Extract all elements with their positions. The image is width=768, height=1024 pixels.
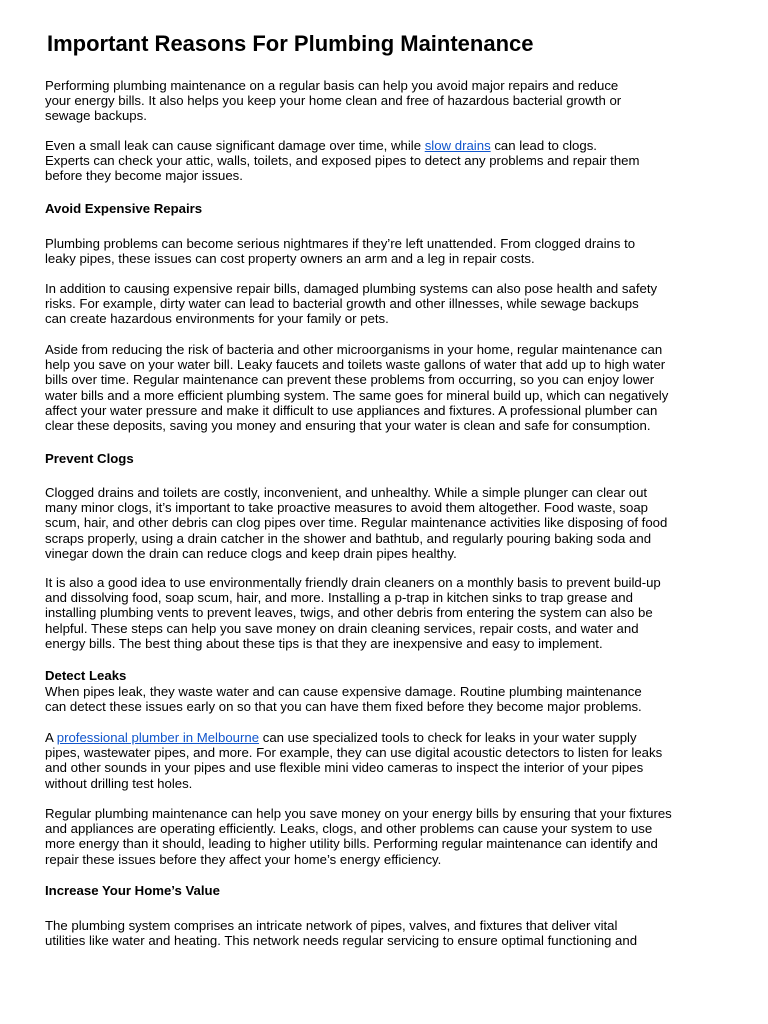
leaks-paragraph-3 [45,806,735,867]
text-line: help you save on your water bill. Leaky faucets and toilets waste gallons of water that add up to high water [45,357,666,373]
slow-drains-link[interactable]: slow drains [424,138,491,153]
text-line: repair these issues before they affect your home’s energy efficiency. [45,851,442,867]
expensive-paragraph-1 [45,236,735,266]
clogs-paragraph-2 [45,575,735,651]
text-line: before they become major issues. [45,168,243,184]
text-line: bills over time. Regular maintenance can prevent these problems from occurring, so you can enjoy lower [45,372,655,388]
text-line: and dissolving food, soap scum, hair, and more. Installing a p-trap in kitchen sinks to trap grease and [45,590,633,606]
text-line: can create hazardous environments for your family or pets. [45,311,389,327]
professional-plumber-link[interactable]: professional plumber in Melbourne [56,730,260,745]
text-line: leaky pipes, these issues can cost property owners an arm and a leg in repair costs. [45,251,535,267]
text-line: Plumbing problems can become serious nightmares if they’re left unattended. From clogged drains to [45,236,636,251]
text-line: can detect these issues early on so that you can have them fixed before they become major problems. [45,699,642,715]
text-line: Clogged drains and toilets are costly, inconvenient, and unhealthy. While a simple plunger can clear out [45,485,648,500]
text-line: scum, hair, and other debris can clog pipes over time. Regular maintenance activities like disposing of food [45,515,668,531]
text-line: more energy than it should, leading to higher utility bills. Performing regular maintenance can identify and [45,836,658,852]
text-line: It is also a good idea to use environmentally friendly drain cleaners on a monthly basis to prevent build-up [45,575,661,590]
text-line: pipes, wastewater pipes, and more. For example, they can use digital acoustic detectors to listen for leaks [45,745,663,761]
text-line: clear these deposits, saving you money and ensuring that your water is clean and safe for consumption. [45,418,651,434]
text-line: water bills and a more efficient plumbing system. The same goes for mineral build up, which can negatively [45,387,669,403]
text-line: affect your water pressure and make it difficult to use appliances and fixtures. A professional plumber can [45,402,658,418]
text-line: risks. For example, dirty water can lead to bacterial growth and other illnesses, while sewage backups [45,296,639,312]
text-line: Regular plumbing maintenance can help you save money on your energy bills by ensuring that your fixtures [45,806,672,821]
intro-paragraph-1 [45,78,735,124]
page-title: Important Reasons For Plumbing Maintenance [47,31,534,56]
heading-increase-home-value: Increase Your Home’s Value [45,883,220,898]
text-line: and other sounds in your pipes and use flexible mini video cameras to inspect the interior of your pipes [45,760,644,776]
text-run: A [45,730,57,745]
value-paragraph-1 [45,918,735,948]
text-run: can lead to clogs. [490,138,597,153]
intro-paragraph-2 [45,138,735,184]
text-line: your energy bills. It also helps you keep your home clean and free of hazardous bacterial growth or [45,93,622,109]
text-line: Aside from reducing the risk of bacteria and other microorganisms in your home, regular maintenance can [45,342,663,357]
heading-detect-leaks: Detect Leaks [45,668,127,683]
text-line [45,730,735,745]
text-line: without drilling test holes. [45,775,193,791]
text-line: Experts can check your attic, walls, toilets, and exposed pipes to detect any problems and repair them [45,153,640,169]
clogs-paragraph-1 [45,485,735,561]
text-run: can use specialized tools to check for leaks in your water supply [259,730,637,745]
leaks-paragraph-2 [45,730,735,791]
text-line: When pipes leak, they waste water and can cause expensive damage. Routine plumbing maintenance [45,684,642,699]
text-line: sewage backups. [45,108,147,124]
expensive-paragraph-2 [45,281,735,327]
text-line [45,138,735,153]
leaks-paragraph-1 [45,684,735,714]
text-line: scraps properly, using a drain catcher in the shower and bathtub, and regularly pouring baking soda and [45,530,652,546]
text-line: energy bills. The best thing about these tips is that they are inexpensive and easy to implement. [45,635,603,651]
text-line: vinegar down the drain can reduce clogs and keep drain pipes healthy. [45,545,457,561]
text-line: Performing plumbing maintenance on a regular basis can help you avoid major repairs and reduce [45,78,619,93]
text-line: and appliances are operating efficiently. Leaks, clogs, and other problems can cause your system to use [45,821,653,837]
text-run: Even a small leak can cause significant damage over time, while [45,138,425,153]
text-line: In addition to causing expensive repair bills, damaged plumbing systems can also pose health and safety [45,281,658,296]
text-line: installing plumbing vents to prevent leaves, twigs, and other debris from entering the system can also be [45,605,653,621]
text-line: The plumbing system comprises an intricate network of pipes, valves, and fixtures that deliver vital [45,918,618,933]
text-line: helpful. These steps can help you save money on drain cleaning services, repair costs, and water and [45,620,639,636]
heading-avoid-expensive-repairs: Avoid Expensive Repairs [45,201,203,216]
text-line: utilities like water and heating. This network needs regular servicing to ensure optimal functioning and [45,933,638,949]
text-line: many minor clogs, it’s important to take proactive measures to avoid them altogether. Food waste, soap [45,500,649,516]
expensive-paragraph-3 [45,342,735,433]
heading-prevent-clogs: Prevent Clogs [45,451,134,466]
